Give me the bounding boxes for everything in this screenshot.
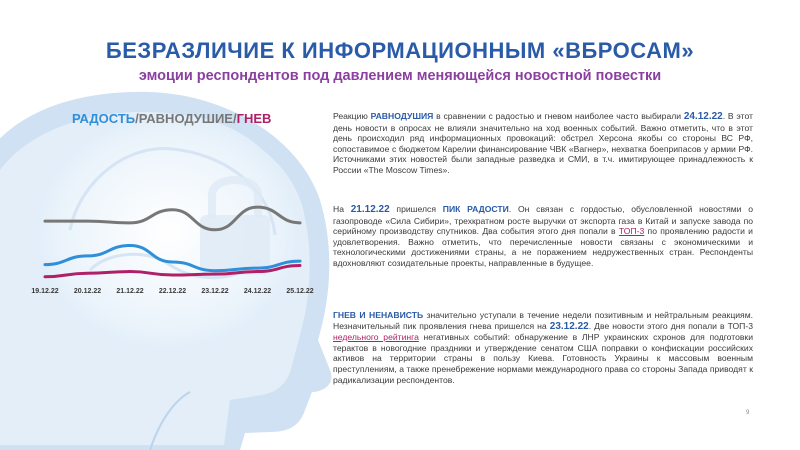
keyword-indifference: РАВНОДУШИЯ	[370, 111, 434, 121]
date-highlight: 21.12.22	[350, 204, 390, 215]
page-subtitle: эмоции респондентов под давлением меняющейся новостной повестки	[138, 68, 662, 84]
page-number: 9	[746, 410, 750, 416]
paragraph-joy: На 21.12.22 пришелся ПИК РАДОСТИ. Он связан с гордостью, обусловленной новостями о газопроводе «Сила Сибири», трехкратном росте выручки от экспорта газа в Китай и запуске завода по серийному производству спутников. Два события этого дня попали в ТОП-3 по проявлению радости и удовлетворения. Важно отметить, что перечисленные новости связаны с экономическими и технологическими достижениями страны, а не поражением недружественных стран. Респонденты вдохновляют созидательные проекты, направленные в будущее.	[333, 204, 753, 268]
heading-separator: /	[232, 111, 237, 126]
top3-link[interactable]: ТОП-3	[618, 226, 645, 237]
date-highlight: 23.12.22	[549, 320, 589, 332]
heading-anger: ГНЕВ	[236, 111, 272, 126]
x-tick-label: 22.12.22	[158, 288, 187, 295]
x-tick-label: 20.12.22	[73, 288, 102, 295]
date-highlight: 24.12.22	[683, 111, 723, 122]
x-tick-label: 19.12.22	[31, 288, 59, 295]
paragraph-indifference: Реакцию РАВНОДУШИЯ в сравнении с радостью и гневом наиболее часто выбирали 24.12.22. В этот день новости в опросах не влияли значительно на ход военных событий. Важно отметить, что в этот день происходил ряд информационных провокаций: обстрел Херсона якобы со стороны ВС РФ, сопоставимое с бюджетом Карелии финансирование ЧВК «Вагнер», нехватка боеприпасов у армии РФ. Источниками этих новостей были западные разведка и СМИ, в т.ч. имитирующее принадлежность к России «The Moscow Times».	[333, 111, 753, 175]
weekly-rating-link[interactable]: недельного рейтинга	[333, 332, 419, 343]
heading-indifference: РАВНОДУШИЕ	[138, 111, 233, 126]
x-tick-label: 21.12.22	[116, 288, 144, 295]
paragraph-anger: ГНЕВ И НЕНАВИСТЬ значительно уступали в течение недели позитивным и нейтральным реакциям. Незначительный пик проявления гнева пришелся на 23.12.22. Две новости этого дня попали в ТОП-3 недельного рейтинга негативных событий: обнаружение в ЛНР украинских схронов для подготовки терактов в новогодние праздники и утверждение сенатом США поправки о конфискации российских активов на территории страны в пользу Киева. Готовность Украины к массовым военным преступлениям, а также пренебрежение нормами международного права со стороны Запада приводят к радикализации респондентов.	[333, 310, 753, 385]
heading-joy: РАДОСТЬ	[72, 111, 136, 126]
x-tick-label: 24.12.22	[243, 288, 272, 295]
keyword-joy-peak: ПИК РАДОСТИ	[442, 204, 509, 214]
x-tick-label: 23.12.22	[201, 288, 229, 295]
x-tick-label: 25.12.22	[286, 288, 314, 295]
series-line	[45, 245, 300, 270]
series-line	[45, 207, 300, 230]
keyword-anger: ГНЕВ И НЕНАВИСТЬ	[333, 310, 424, 320]
heading-separator: /	[135, 111, 139, 126]
page-title: БЕЗРАЗЛИЧИЕ К ИНФОРМАЦИОННЫМ «ВБРОСАМ»	[105, 38, 695, 63]
